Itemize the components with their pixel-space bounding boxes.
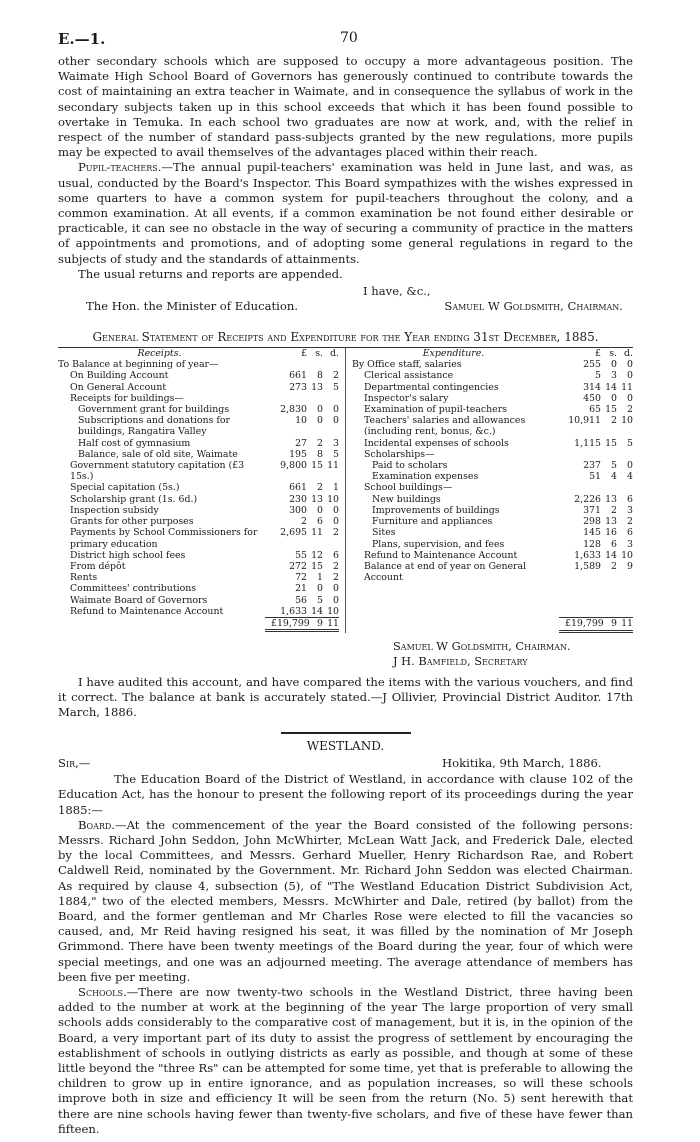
receipts-shillings: 1 [317,572,323,584]
expenditure-pence: 0 [627,392,633,404]
receipts-label: Scholarship grant (1s. 6d.) [70,493,198,505]
intro-paragraph: other secondary schools which are supposed to occupy a more advantageous position. The Waimate High School Board of Governors has generously continued to contribute towards the cost of maintaining an extra teacher in Waimate, and in consequence the syllabus of work in the secondary subjects taken up in this school exceeds that which it has been found possible to overtake in Temuka. In each school two graduates are now at work, and, with the relief in respect of the number of standard pass-subjects granted by the new regulations, more pupils may be expected to avail themselves of the advantages placed within their reach. [58,54,633,160]
receipts-row [58,359,339,370]
expenditure-pence: 6 [627,493,633,505]
receipts-label: Waimate Board of Governors [70,594,208,606]
expenditure-row [352,393,633,404]
receipts-label: Half cost of gymnasium [78,437,191,449]
shillings-heading: s. [315,348,323,360]
receipts-shillings: 15 [311,460,323,472]
receipts-header-row [58,348,339,359]
expenditure-shillings: 14 [605,381,617,393]
receipts-row [58,583,339,594]
receipts-pounds: 272 [289,560,307,572]
receipts-shillings: 12 [311,549,323,561]
expenditure-row [352,516,633,527]
expenditure-label: Departmental contingencies [364,381,499,393]
receipts-label: Payments by School Commissioners for primary education [70,527,258,550]
expenditure-label: Inspector's salary [364,392,449,404]
expenditure-rows [352,359,633,583]
expenditure-row [352,550,633,561]
receipts-pounds: 300 [289,504,307,516]
receipts-shillings: 0 [317,504,323,516]
receipts-row [58,505,339,516]
expenditure-pounds: 1,633 [574,549,601,561]
receipts-pence: 0 [333,415,339,427]
expenditure-label: New buildings [372,493,441,505]
signature: Samuel W Goldsmith, Chairman. [444,299,623,314]
expenditure-pounds [565,449,601,460]
receipts-total-shillings: 9 [317,617,323,629]
expenditure-pounds: 450 [583,392,601,404]
receipts-label: On General Account [70,381,167,393]
westland-intro: The Education Board of the District of Westland, in accordance with clause 102 of the Education Act, has the honour to present the following report of its proceedings during the year 1885:— [58,772,633,817]
expenditure-pence [617,449,633,460]
receipts-shillings: 5 [317,594,323,606]
salutation-line [58,756,633,772]
receipts-row [58,606,339,617]
receipts-label: From dépôt [70,560,126,572]
receipts-pounds: 273 [289,381,307,393]
receipts-label: District high school fees [70,549,186,561]
receipts-row [58,460,339,482]
receipts-pounds: 195 [289,448,307,460]
pounds-heading: £ [595,348,601,360]
expenditure-label: By Office staff, salaries [352,359,462,371]
expenditure-pounds: 10,911 [568,415,601,427]
expenditure-pounds: 5 [595,370,601,382]
receipts-row [58,415,339,437]
receipts-label: Government statutory capitation (£3 15s.) [70,460,245,483]
expenditure-row [352,561,633,583]
receipts-pence: 2 [333,560,339,572]
expenditure-label: Refund to Maintenance Account [364,549,518,561]
expenditure-pounds: 1,115 [574,437,601,449]
expenditure-pence: 0 [627,370,633,382]
expenditure-pounds: 298 [583,516,601,528]
expenditure-pence: 3 [627,504,633,516]
receipts-row [58,494,339,505]
expenditure-row [352,460,633,471]
receipts-pence [323,359,339,370]
receipts-pence: 0 [333,516,339,528]
expenditure-heading: Expenditure. [422,348,485,360]
receipts-row [58,572,339,583]
receipts-total-pence: 11 [327,617,339,629]
receipts-pounds: 10 [295,415,307,427]
receipts-pounds: 661 [289,370,307,382]
receipts-shillings: 6 [317,516,323,528]
receipts-row [58,404,339,415]
expenditure-pence: 11 [621,381,633,393]
expenditure-row [352,505,633,516]
salutation: Sir,— [58,756,91,771]
expenditure-label: Examination of pupil-teachers [364,404,507,416]
receipts-pounds: 55 [295,549,307,561]
receipts-pence: 5 [333,448,339,460]
pounds-heading: £ [301,348,307,360]
receipts-label: Rents [70,572,98,584]
receipts-shillings: 11 [311,527,323,539]
expenditure-pence: 0 [627,460,633,472]
receipts-pence: 11 [327,460,339,472]
receipts-pounds: 2,695 [280,527,307,539]
receipts-pounds: 2,830 [280,404,307,416]
place-date: Hokitika, 9th March, 1886. [442,756,602,771]
expenditure-shillings: 13 [605,493,617,505]
expenditure-pounds: 314 [583,381,601,393]
expenditure-label: Improvements of buildings [372,504,500,516]
receipts-pounds: 27 [295,437,307,449]
expenditure-label: Furniture and appliances [372,516,493,528]
expenditure-shillings: 2 [611,415,617,427]
receipts-heading: Receipts. [137,348,182,360]
expenditure-pence: 0 [627,359,633,371]
statement-signatures [58,639,633,669]
receipts-label: Government grant for buildings [78,404,230,416]
expenditure-row [352,449,633,460]
expenditure-pounds: 51 [589,471,601,483]
westland-heading: WESTLAND. [306,739,385,754]
expenditure-label: Examination expenses [372,471,479,483]
schools-heading: Schools. [78,984,127,999]
receipts-shillings [307,393,323,404]
report-reference: E.—1. [58,30,106,48]
expenditure-shillings: 15 [605,404,617,416]
receipts-pence: 10 [327,605,339,617]
receipts-shillings: 2 [317,437,323,449]
expenditure-label: Incidental expenses of schools [364,437,509,449]
expenditure-shillings: 15 [605,437,617,449]
receipts-total-row [58,617,339,632]
expenditure-column [346,348,633,632]
board-heading: Board. [78,817,115,832]
expenditure-label: Clerical assistance [364,370,454,382]
receipts-label: Balance, sale of old site, Waimate [78,448,238,460]
receipts-row [58,438,339,449]
receipts-pence: 0 [333,504,339,516]
receipts-shillings: 0 [317,404,323,416]
returns-text: The usual returns and reports are appended. [78,266,343,281]
pupil-teachers-paragraph [58,160,633,266]
expenditure-label: Sites [372,527,396,539]
expenditure-row [352,404,633,415]
receipts-column [58,348,346,632]
receipts-shillings: 0 [317,415,323,427]
expenditure-row [352,482,633,493]
receipts-shillings: 14 [311,605,323,617]
receipts-pence [323,393,339,404]
expenditure-row [352,539,633,550]
receipts-shillings [307,359,323,370]
receipts-row [58,595,339,606]
schools-paragraph [58,985,633,1137]
receipts-rows [58,359,339,617]
receipts-label: On Building Account [70,370,169,382]
receipts-label: Inspection subsidy [70,504,159,516]
expenditure-total-shillings: 9 [611,618,617,630]
pence-heading: d. [330,348,339,360]
secretary-signature: J H. Bamfield, Secretary [393,653,528,668]
expenditure-row [352,527,633,538]
expenditure-shillings: 5 [611,460,617,472]
audit-text: I have audited this account, and have compared the items with the various vouchers, and find it correct. The balance at bank is accurately stated.—J Ollivier, Provincial District Auditor. 17th March, 1886. [58,674,633,719]
expenditure-pence: 10 [621,415,633,427]
receipts-pence: 6 [333,549,339,561]
expenditure-shillings: 4 [611,471,617,483]
expenditure-pence: 3 [627,538,633,550]
receipts-pence: 2 [333,370,339,382]
receipts-shillings: 8 [317,370,323,382]
expenditure-total-row [352,617,633,632]
expenditure-label: Balance at end of year on General Account [364,560,527,584]
expenditure-label: School buildings— [364,482,453,494]
expenditure-shillings [601,449,617,460]
receipts-pounds: 21 [295,583,307,595]
expenditure-row [352,359,633,370]
receipts-total-pounds: £19,799 [271,617,310,629]
receipts-pounds: 2 [301,516,307,528]
chairman-signature: Samuel W Goldsmith, Chairman. [393,638,571,653]
receipts-pounds: 661 [289,482,307,494]
receipts-shillings: 0 [317,583,323,595]
receipts-pence: 5 [333,381,339,393]
receipts-pence: 2 [333,572,339,584]
receipts-shillings: 13 [311,493,323,505]
receipts-pounds: 9,800 [280,460,307,472]
pence-heading: d. [624,348,633,360]
receipts-pounds [271,359,307,370]
expenditure-pounds: 2,226 [574,493,601,505]
expenditure-label: Scholarships— [364,448,435,460]
expenditure-pence: 10 [621,549,633,561]
receipts-pence: 2 [333,527,339,539]
expenditure-shillings: 3 [611,370,617,382]
expenditure-row [352,415,633,437]
receipts-label: To Balance at beginning of year— [58,359,219,371]
shillings-heading: s. [609,348,617,360]
receipts-row [58,449,339,460]
sign-off: I have, &c., [363,284,431,299]
receipts-shillings: 2 [317,482,323,494]
expenditure-pounds: 237 [583,460,601,472]
receipts-row [58,516,339,527]
expenditure-total-pence: 11 [621,618,633,630]
receipts-row [58,527,339,549]
expenditure-pence: 5 [627,437,633,449]
receipts-label: Refund to Maintenance Account [70,605,224,617]
receipts-pence: 0 [333,404,339,416]
expenditure-pence: 2 [627,516,633,528]
statement-title: General Statement of Receipts and Expenditure for the Year ending 31st December, 1885. [92,330,599,345]
financial-statement [58,347,633,632]
receipts-row [58,382,339,393]
expenditure-shillings: 6 [611,538,617,550]
receipts-pence: 1 [333,482,339,494]
expenditure-row [352,438,633,449]
expenditure-label: Teachers' salaries and allowances (including rent, bonus, &c.) [364,415,526,438]
expenditure-label: Plans, supervision, and fees [372,538,505,550]
expenditure-pounds: 65 [589,404,601,416]
receipts-label: Committees' contributions [70,583,197,595]
expenditure-shillings: 0 [611,392,617,404]
expenditure-pence: 9 [627,560,633,572]
expenditure-pounds [565,482,601,493]
pupil-teachers-text: —The annual pupil-teachers' examination was held in June last, and was, as usual, conducted by the Board's Inspector. This Board sympathizes with the wishes expressed in some quarters to have a common system for pupil-teachers throughout the colony, and a common examination. At all events, if a common examination be not found either desirable or practicable, it can see no obstacle in the way of securing a community of practice in the matters of appointments and promotions, and of adopting some general regulations in regard to the subjects of study and the standards of attainments. [58,160,633,266]
expenditure-shillings: 2 [611,504,617,516]
section-divider [281,732,411,734]
expenditure-pence [617,482,633,493]
expenditure-shillings: 2 [611,560,617,572]
receipts-label: Subscriptions and donations for buildings, Rangatira Valley [78,415,230,438]
signature-line [58,299,633,315]
receipts-shillings: 15 [311,560,323,572]
page-header [58,30,633,54]
receipts-row [58,393,339,404]
expenditure-row [352,370,633,381]
expenditure-shillings: 14 [605,549,617,561]
schools-text: —There are now twenty-two schools in the Westland District, three having been added to the number at work at the beginning of the year The large proportion of very small schools adds considerably to the comparative cost of management, but it is, in the opinion of the Board, a very important part of its duty to assist the progress of settlement by encouraging the establishment of schools in outlying districts as early as possible, and though at some of these little beyond the "three Rs" can be attempted for some time, yet that is preferable to allowing the children to grow up in entire ignorance, and as population increases, so will these schools improve both in size and efficiency It will be seen from the return (No. 5) sent herewith that there are nine schools having fewer than twenty-five scholars, and five of these have fewer than fifteen. [58,984,633,1136]
addressee: The Hon. the Minister of Education. [86,299,299,314]
expenditure-shillings: 16 [605,527,617,539]
expenditure-pounds: 128 [583,538,601,550]
expenditure-pounds: 371 [583,504,601,516]
expenditure-pence: 6 [627,527,633,539]
receipts-label: Special capitation (5s.) [70,482,180,494]
receipts-pence: 10 [327,493,339,505]
receipts-pounds: 230 [289,493,307,505]
board-paragraph [58,818,633,985]
receipts-shillings: 8 [317,448,323,460]
expenditure-total-pounds: £19,799 [565,618,604,630]
receipts-row [58,561,339,572]
receipts-pence: 0 [333,583,339,595]
expenditure-row [352,471,633,482]
pupil-teachers-heading: Pupil-teachers. [78,160,162,175]
expenditure-pounds: 145 [583,527,601,539]
expenditure-pence: 2 [627,404,633,416]
expenditure-pounds: 255 [583,359,601,371]
receipts-label: Receipts for buildings— [70,392,184,404]
expenditure-row [352,382,633,393]
receipts-pounds: 1,633 [280,605,307,617]
page-number: 70 [340,30,358,46]
receipts-row [58,482,339,493]
receipts-pounds: 72 [295,572,307,584]
expenditure-label: Paid to scholars [372,460,448,472]
expenditure-row [352,494,633,505]
receipts-pounds [271,393,307,404]
receipts-pence: 3 [333,437,339,449]
expenditure-pounds: 1,589 [574,560,601,572]
receipts-row [58,370,339,381]
document-page [58,30,633,1137]
receipts-label: Grants for other purposes [70,516,194,528]
receipts-pence: 0 [333,594,339,606]
expenditure-shillings: 13 [605,516,617,528]
expenditure-shillings [601,482,617,493]
board-text: —At the commencement of the year the Board consisted of the following persons: Messrs. Richard John Seddon, John McWhirter, McLean Watt Jack, and Frederick Dale, elected by the local Committees, and Messrs. Gerhard Mueller, Henry Richardson Rae, and Robert Caldwell Reid, nominated by the Government. Mr. Richard John Seddon was elected Chairman. As required by clause 4, subsection (5), of "The Westland Education District Subdivision Act, 1884," two of the elected members, Messrs. McWhirter and Dale, retired (by ballot) from the Board, and the former gentleman and Mr Charles Rose were elected to fill the vacancies so caused, and, Mr Reid having resigned his seat, it was filled by the nomination of Mr Joseph Grimmond. There have been twenty meetings of the Board during the year, four of which were special meetings, and one was an adjourned meeting. The average attendance of members has been five per meeting. [58,817,633,984]
expenditure-shillings: 0 [611,359,617,371]
receipts-pounds: 56 [295,594,307,606]
receipts-shillings: 13 [311,381,323,393]
receipts-row [58,550,339,561]
expenditure-pence: 4 [627,471,633,483]
expenditure-header-row [352,348,633,359]
